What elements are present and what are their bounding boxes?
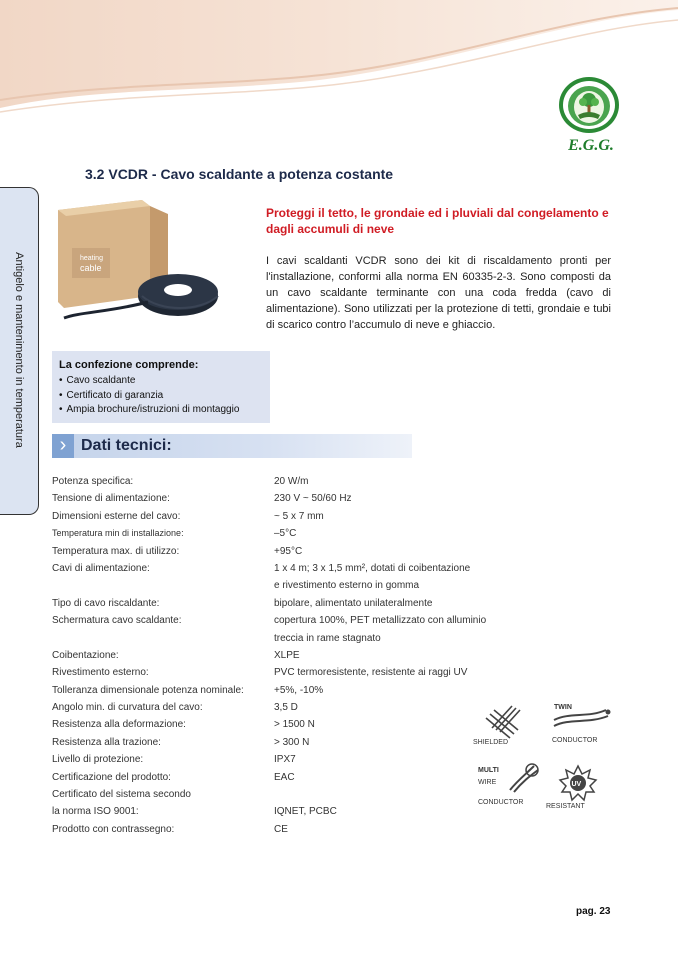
spec-value: e rivestimento esterno in gomma	[274, 580, 420, 592]
section-title: 3.2 VCDR - Cavo scaldante a potenza costante	[85, 166, 394, 182]
chevron-right-icon: ›	[52, 434, 74, 458]
package-item: • Ampia brochure/istruzioni di montaggio	[59, 403, 239, 418]
product-image	[50, 200, 250, 330]
logo-text: E.G.G.	[568, 137, 614, 154]
page-number: pag. 23	[576, 906, 611, 917]
spec-value: bipolare, alimentato unilateralmente	[274, 597, 433, 609]
spec-value: 1 x 4 m; 3 x 1,5 mm², dotati di coibentazione	[274, 562, 471, 574]
spec-label: Tolleranza dimensionale potenza nominale:	[52, 684, 244, 696]
shielded-label: SHIELDED	[473, 739, 509, 746]
spec-value: 230 V ~ 50/60 Hz	[274, 493, 352, 505]
spec-label: la norma ISO 9001:	[52, 806, 139, 818]
spec-label: Coibentazione:	[52, 649, 119, 661]
spec-label: Schermatura cavo scaldante:	[52, 615, 182, 627]
spec-label: Angolo min. di curvatura del cavo:	[52, 702, 203, 714]
spec-value: CE	[274, 823, 288, 835]
spec-label: Temperatura max. di utilizzo:	[52, 545, 180, 557]
shielded-icon	[473, 706, 520, 746]
spec-value: –5°C	[274, 528, 297, 540]
spec-label: Resistenza alla deformazione:	[52, 719, 186, 731]
spec-value: treccia in rame stagnato	[274, 632, 381, 644]
spec-label: Rivestimento esterno:	[52, 667, 149, 679]
spec-value: XLPE	[274, 649, 300, 661]
spec-value: 3,5 D	[274, 702, 298, 714]
feature-icons	[470, 700, 620, 820]
spec-value: EAC	[274, 771, 295, 783]
twin-conductor-label: CONDUCTOR	[552, 737, 598, 744]
uv-resistant-icon	[546, 766, 596, 810]
spec-label: Certificazione del prodotto:	[52, 771, 171, 783]
spec-label: Prodotto con contrassegno:	[52, 823, 175, 835]
package-list	[59, 374, 239, 418]
side-tab-label: Antigelo e mantenimento in temperatura	[13, 252, 25, 448]
spec-label: Resistenza alla trazione:	[52, 736, 161, 748]
spec-value: +95°C	[274, 545, 303, 557]
multi-wire-icon	[478, 764, 538, 806]
spec-label: Tensione di alimentazione:	[52, 493, 170, 505]
package-item: • Certificato di garanzia	[59, 389, 239, 404]
spec-value: > 1500 N	[274, 719, 315, 731]
spec-value: IPX7	[274, 754, 296, 766]
spec-value: 20 W/m	[274, 476, 309, 487]
spec-value: +5%, -10%	[274, 684, 324, 696]
spec-value: PVC termoresistente, resistente ai raggi UV	[274, 667, 468, 679]
resistant-label: RESISTANT	[546, 803, 585, 810]
box-label-top: heating	[80, 255, 103, 262]
intro-paragraph: I cavi scaldanti VCDR sono dei kit di riscaldamento pronti per l'installazione, conformi alla norma EN 60335-2-3. Sono composti da un cavo scaldante terminante con una coda fredda (cavo di alimentazione). Sono utilizzati per la protezione di tetti, grondaie e tubi di scarico contro l’accumulo di neve e ghiaccio.	[266, 255, 611, 331]
spec-value: IQNET, PCBC	[274, 806, 337, 818]
spec-value: copertura 100%, PET metallizzato con alluminio	[274, 615, 487, 627]
box-label-bottom: cable	[80, 263, 102, 273]
uv-label: UV	[571, 781, 582, 788]
spec-label: Temperatura min di installazione:	[52, 528, 184, 539]
package-item: • Cavo scaldante	[59, 374, 239, 389]
spec-label: Dimensioni esterne del cavo:	[52, 510, 181, 522]
spec-label: Livello di protezione:	[52, 754, 144, 766]
twin-label: TWIN	[554, 704, 572, 711]
headline: Proteggi il tetto, le grondaie ed i pluviali dal congelamento e dagli accumuli di neve	[266, 206, 609, 236]
spec-value: ~ 5 x 7 mm	[274, 510, 324, 522]
spec-label: Tipo di cavo riscaldante:	[52, 597, 160, 609]
spec-label: Certificato del sistema secondo	[52, 789, 191, 801]
package-title: La confezione comprende:	[59, 359, 199, 371]
spec-value: > 300 N	[274, 736, 310, 748]
twin-conductor-icon	[552, 704, 611, 744]
spec-label: Potenza specifica:	[52, 476, 134, 487]
tech-title: Dati tecnici:	[81, 437, 172, 454]
multi-conductor-label: CONDUCTOR	[478, 799, 524, 806]
multi-label: MULTI	[478, 767, 499, 774]
spec-label: Cavi di alimentazione:	[52, 562, 150, 574]
wire-label: WIRE	[478, 779, 497, 786]
